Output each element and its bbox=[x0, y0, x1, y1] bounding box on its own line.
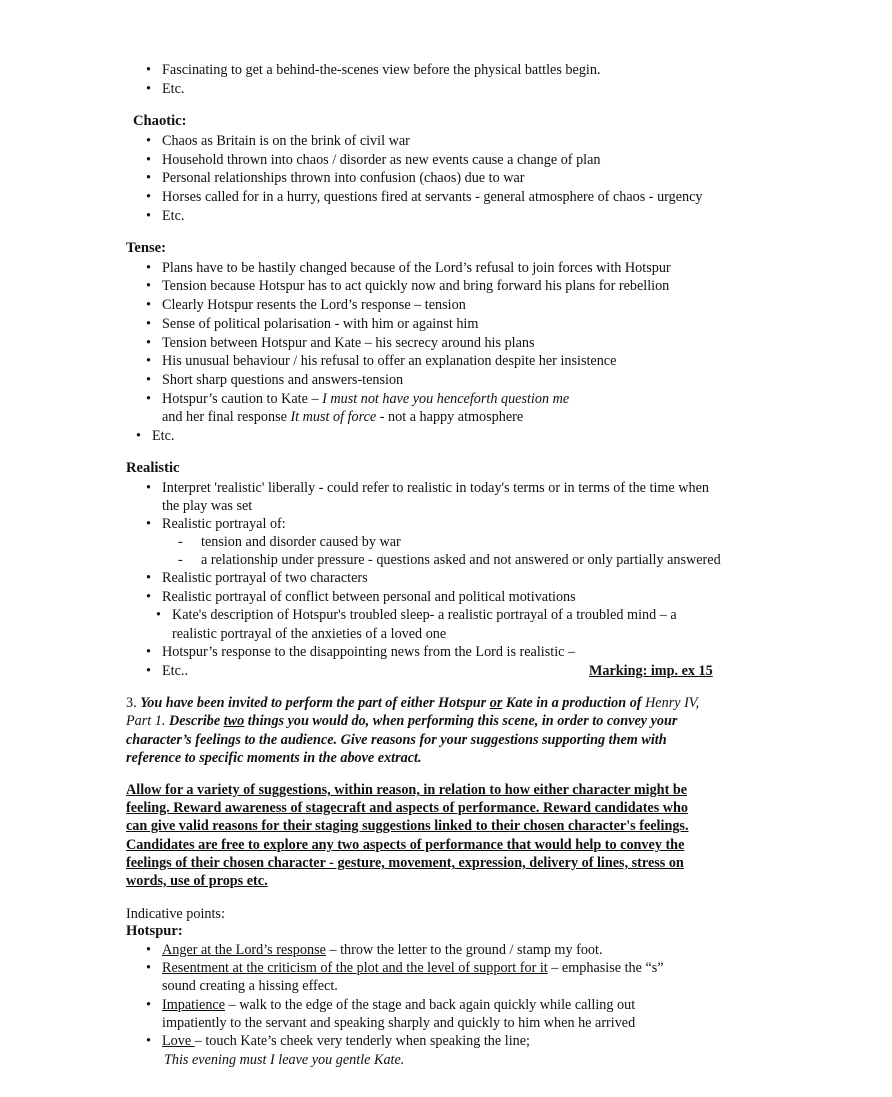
bullet-item: • Etc. bbox=[162, 207, 184, 225]
question-number: 3 bbox=[126, 695, 134, 711]
section-heading-hotspur: Hotspur: bbox=[126, 923, 183, 939]
continuation-line: realistic portrayal of the anxieties of a loved one bbox=[172, 626, 447, 642]
question-line: Part 1. Describe two things you would do, when performing this scene, in order to convey your bbox=[126, 713, 678, 729]
section-heading-tense: Tense: bbox=[126, 240, 167, 256]
bullet-item: • Impatience – walk to the edge of the stage and back again quickly while calling out bbox=[162, 996, 635, 1014]
dash-marker: - bbox=[178, 534, 183, 550]
marking-note: Marking: imp. ex 15 bbox=[589, 663, 713, 679]
bullet-item: • Love – touch Kate’s cheek very tenderly when speaking the line; bbox=[162, 1032, 530, 1050]
bullet-item: • Clearly Hotspur resents the Lord’s response – tension bbox=[162, 296, 466, 314]
sub-item: tension and disorder caused by war bbox=[201, 534, 401, 550]
continuation-line: and her final response It must of force - not a happy atmosphere bbox=[162, 409, 524, 425]
bullet-item: • Tension because Hotspur has to act quickly now and bring forward his plans for rebellion bbox=[162, 277, 669, 295]
guidance-line: feeling. Reward awareness of stagecraft and aspects of performance. Reward candidates who bbox=[126, 800, 689, 816]
guidance-line: Allow for a variety of suggestions, within reason, in relation to how either character might be bbox=[126, 782, 688, 798]
bullet-item: • Fascinating to get a behind-the-scenes view before the physical battles begin. bbox=[162, 61, 601, 79]
bullet-item: • Personal relationships thrown into confusion (chaos) due to war bbox=[162, 169, 525, 187]
bullet-item: • Horses called for in a hurry, questions fired at servants - general atmosphere of chaos - urgency bbox=[162, 188, 703, 206]
bullet-item: • Etc. bbox=[152, 427, 174, 445]
bullet-item: • Short sharp questions and answers-tension bbox=[162, 371, 403, 389]
section-heading-realistic: Realistic bbox=[126, 460, 180, 476]
question-line: reference to specific moments in the above extract. bbox=[126, 750, 422, 766]
continuation-line: the play was set bbox=[162, 498, 253, 514]
guidance-line: can give valid reasons for their staging suggestions linked to their chosen character's feelings. bbox=[126, 818, 689, 834]
guidance-line: Candidates are free to explore any two aspects of performance that would help to convey the bbox=[126, 837, 685, 853]
quote-line: This evening must I leave you gentle Kate. bbox=[164, 1052, 405, 1068]
question-line: character’s feelings to the audience. Give reasons for your suggestions supporting them with bbox=[126, 732, 667, 748]
section-heading-chaotic: Chaotic: bbox=[133, 113, 187, 129]
bullet-item: • Interpret 'realistic' liberally - could refer to realistic in today's terms or in terms of the time when bbox=[162, 479, 709, 497]
bullet-item: • Realistic portrayal of two characters bbox=[162, 569, 368, 587]
bullet-item: • Plans have to be hastily changed because of the Lord’s refusal to join forces with Hotspur bbox=[162, 259, 671, 277]
dash-marker: - bbox=[178, 552, 183, 568]
bullet-item: • Household thrown into chaos / disorder as new events cause a change of plan bbox=[162, 151, 601, 169]
bullet-item: • Realistic portrayal of conflict between personal and political motivations bbox=[162, 588, 576, 606]
bullet-item: • Chaos as Britain is on the brink of civil war bbox=[162, 132, 410, 150]
bullet-item: • Hotspur’s caution to Kate – I must not have you henceforth question me bbox=[162, 390, 569, 408]
bullet-item: • Sense of political polarisation - with him or against him bbox=[162, 315, 478, 333]
bullet-item: • Resentment at the criticism of the plot and the level of support for it – emphasise the “s” bbox=[162, 959, 664, 977]
guidance-line: words, use of props etc. bbox=[126, 873, 268, 889]
bullet-item: • Kate's description of Hotspur's troubled sleep- a realistic portrayal of a troubled mind – a bbox=[172, 606, 677, 624]
bullet-item: • Realistic portrayal of: bbox=[162, 515, 286, 533]
continuation-line: impatiently to the servant and speaking sharply and quickly to him when he arrived bbox=[162, 1015, 636, 1031]
guidance-line: feelings of their chosen character - gesture, movement, expression, delivery of lines, stress on bbox=[126, 855, 684, 871]
bullet-item: • Anger at the Lord’s response – throw the letter to the ground / stamp my foot. bbox=[162, 941, 603, 959]
quote: I must not have you henceforth question me bbox=[322, 391, 570, 407]
indicative-label: Indicative points: bbox=[126, 906, 225, 922]
sub-item: a relationship under pressure - questions asked and not answered or only partially answered bbox=[201, 552, 721, 568]
bullet-item: • His unusual behaviour / his refusal to offer an explanation despite her insistence bbox=[162, 352, 616, 370]
question-line: 3. You have been invited to perform the part of either Hotspur or Kate in a production of Henry IV, bbox=[126, 695, 700, 711]
bullet-item: • Hotspur’s response to the disappointing news from the Lord is realistic – bbox=[162, 643, 575, 661]
bullet-item: • Tension between Hotspur and Kate – his secrecy around his plans bbox=[162, 334, 535, 352]
continuation-line: sound creating a hissing effect. bbox=[162, 978, 338, 994]
bullet-item: • Etc. bbox=[162, 80, 184, 98]
bullet-item: • Etc.. bbox=[162, 662, 188, 680]
quote: It must of force bbox=[290, 409, 377, 425]
